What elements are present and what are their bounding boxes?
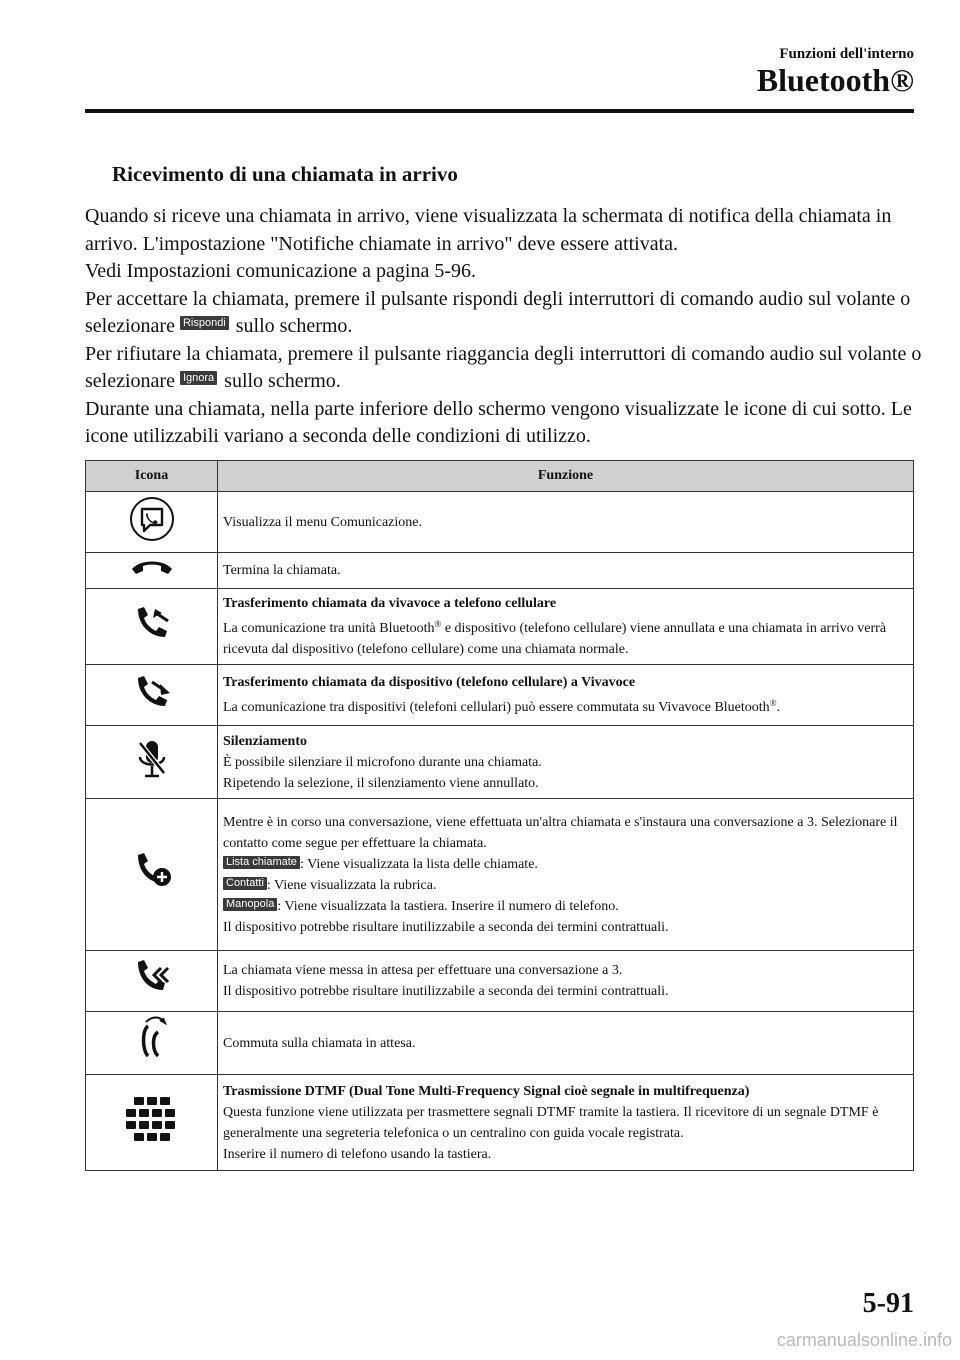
function-text-a: La comunicazione tra dispositivi (telefoni cellulari) può essere commutata su Vivavoce Bluetooth [223, 700, 770, 715]
intro-p4-text: Per rifiutare la chiamata, premere il pulsante riaggancia degli interruttori di comando audio sul volante o selezionare [85, 342, 922, 392]
transfer-to-phone-icon [128, 599, 176, 647]
function-text-line: Il dispositivo potrebbe risultare inutilizzabile a seconda dei termini contrattuali. [223, 984, 669, 999]
table-header-row [86, 461, 914, 492]
function-title: Trasferimento chiamata da vivavoce a telefono cellulare [223, 596, 557, 611]
intro-paragraph-5: Durante una chiamata, nella parte inferiore dello schermo vengono visualizzate le icone di cui sotto. Le icone utilizzabili variano a seconda delle condizioni di utilizzo. [85, 397, 912, 447]
answer-button-label: Rispondi [180, 316, 229, 330]
section-heading: Ricevimento di una chiamata in arrivo [112, 162, 458, 186]
function-cell [218, 589, 914, 665]
intro-text [85, 203, 925, 451]
option-text: : Viene visualizzata la lista delle chiamate. [299, 856, 538, 872]
option-line [223, 875, 907, 896]
registered-mark: ® [434, 619, 442, 629]
function-text-b: . [776, 700, 781, 715]
function-text-b: e dispositivo (telefono cellulare) viene annullata e una chiamata in arrivo verrà ricevuta dal dispositivo (telefono cellulare) come una chiamata normale. [223, 621, 887, 657]
watermark: carmanualsonline.info [776, 1330, 952, 1350]
header-rule [85, 109, 914, 113]
call-list-button-label: Lista chiamate [223, 856, 300, 869]
header-title: Bluetooth® [756, 62, 914, 98]
mute-microphone-icon [128, 735, 176, 783]
function-cell [218, 951, 914, 1012]
table-row [86, 1012, 914, 1075]
function-title: Trasmissione DTMF (Dual Tone Multi-Frequency Signal cioè segnale in multifrequenza) [223, 1083, 750, 1099]
table-row [86, 1075, 914, 1171]
function-text: Visualizza il menu Comunicazione. [223, 514, 422, 530]
function-text: Commuta sulla chiamata in attesa. [223, 1035, 416, 1051]
function-description [223, 693, 907, 718]
table-row [86, 951, 914, 1012]
ignore-button-label: Ignora [180, 371, 217, 385]
column-header-function: Funzione [218, 461, 914, 492]
table-row [86, 492, 914, 553]
function-cell [218, 492, 914, 553]
intro-paragraph-3 [85, 286, 925, 341]
icon-cell [86, 1012, 218, 1075]
function-note: Il dispositivo potrebbe risultare inutilizzabile a seconda dei termini contrattuali. [223, 919, 669, 935]
intro-p3-suffix: sullo schermo. [235, 315, 353, 337]
intro-p3-text: Per accettare la chiamata, premere il pulsante rispondi degli interruttori di comando audio sul volante o selezionare [85, 287, 911, 337]
icon-cell [86, 589, 218, 665]
intro-paragraph-1: Quando si riceve una chiamata in arrivo, viene visualizzata la schermata di notifica della chiamata in arrivo. L'impostazione "Notifiche chiamate in arrivo" deve essere attivata. [85, 205, 892, 255]
option-line [223, 896, 907, 917]
function-text: Questa funzione viene utilizzata per trasmettere segnali DTMF tramite la tastiera. Il ricevitore di un segnale DTMF è generalmente una segreteria telefonica o un centralino con guida vocale registrata. [223, 1104, 879, 1141]
function-title: Silenziamento [223, 733, 307, 749]
contacts-button-label: Contatti [223, 877, 267, 890]
function-cell [218, 553, 914, 589]
function-description [223, 614, 907, 660]
function-title: Trasferimento chiamata da dispositivo (telefono cellulare) a Vivavoce [223, 675, 636, 690]
hold-call-icon [128, 954, 176, 1002]
keypad-icon [124, 1093, 180, 1145]
intro-paragraph-2: Vedi Impostazioni comunicazione a pagina 5-96. [85, 260, 476, 282]
function-text-line: È possibile silenziare il microfono durante una chiamata. [223, 754, 542, 770]
function-text: Termina la chiamata. [223, 563, 341, 578]
option-text: : Viene visualizzata la rubrica. [266, 877, 437, 893]
option-line [223, 854, 907, 875]
icon-function-table [85, 460, 914, 1171]
page-number: 5-91 [862, 1288, 914, 1319]
add-call-icon [128, 847, 176, 895]
function-text: Inserire il numero di telefono usando la tastiera. [223, 1146, 492, 1162]
icon-cell [86, 553, 218, 589]
header-section-label: Funzioni dell'interno [779, 46, 914, 62]
function-text-line: La chiamata viene messa in attesa per effettuare una conversazione a 3. [223, 963, 623, 978]
function-cell [218, 799, 914, 951]
function-text-a: La comunicazione tra unità Bluetooth [223, 621, 435, 636]
table-row [86, 799, 914, 951]
table-row [86, 589, 914, 665]
function-cell [218, 726, 914, 799]
function-text-line: Ripetendo la selezione, il silenziamento viene annullato. [223, 775, 539, 791]
intro-paragraph-4 [85, 341, 925, 396]
function-cell [218, 665, 914, 726]
table-row [86, 553, 914, 589]
icon-cell [86, 726, 218, 799]
end-call-icon [128, 555, 176, 579]
communication-menu-icon [128, 495, 176, 543]
icon-cell [86, 492, 218, 553]
transfer-to-handsfree-icon [128, 668, 176, 716]
column-header-icon: Icona [86, 461, 218, 492]
icon-cell [86, 799, 218, 951]
option-text: : Viene visualizzata la tastiera. Inserire il numero di telefono. [277, 898, 619, 914]
dial-button-label: Manopola [223, 898, 277, 911]
function-cell [218, 1012, 914, 1075]
function-cell [218, 1075, 914, 1171]
swap-call-icon [128, 1016, 176, 1064]
table-row [86, 726, 914, 799]
icon-cell [86, 951, 218, 1012]
intro-p4-suffix: sullo schermo. [224, 370, 341, 392]
registered-mark: ® [769, 698, 777, 708]
icon-cell [86, 1075, 218, 1171]
icon-cell [86, 665, 218, 726]
table-row [86, 665, 914, 726]
function-text: Mentre è in corso una conversazione, viene effettuata un'altra chiamata e s'instaura una conversazione a 3. Selezionare il contatto come segue per effettuare la chiamata. [223, 814, 898, 851]
